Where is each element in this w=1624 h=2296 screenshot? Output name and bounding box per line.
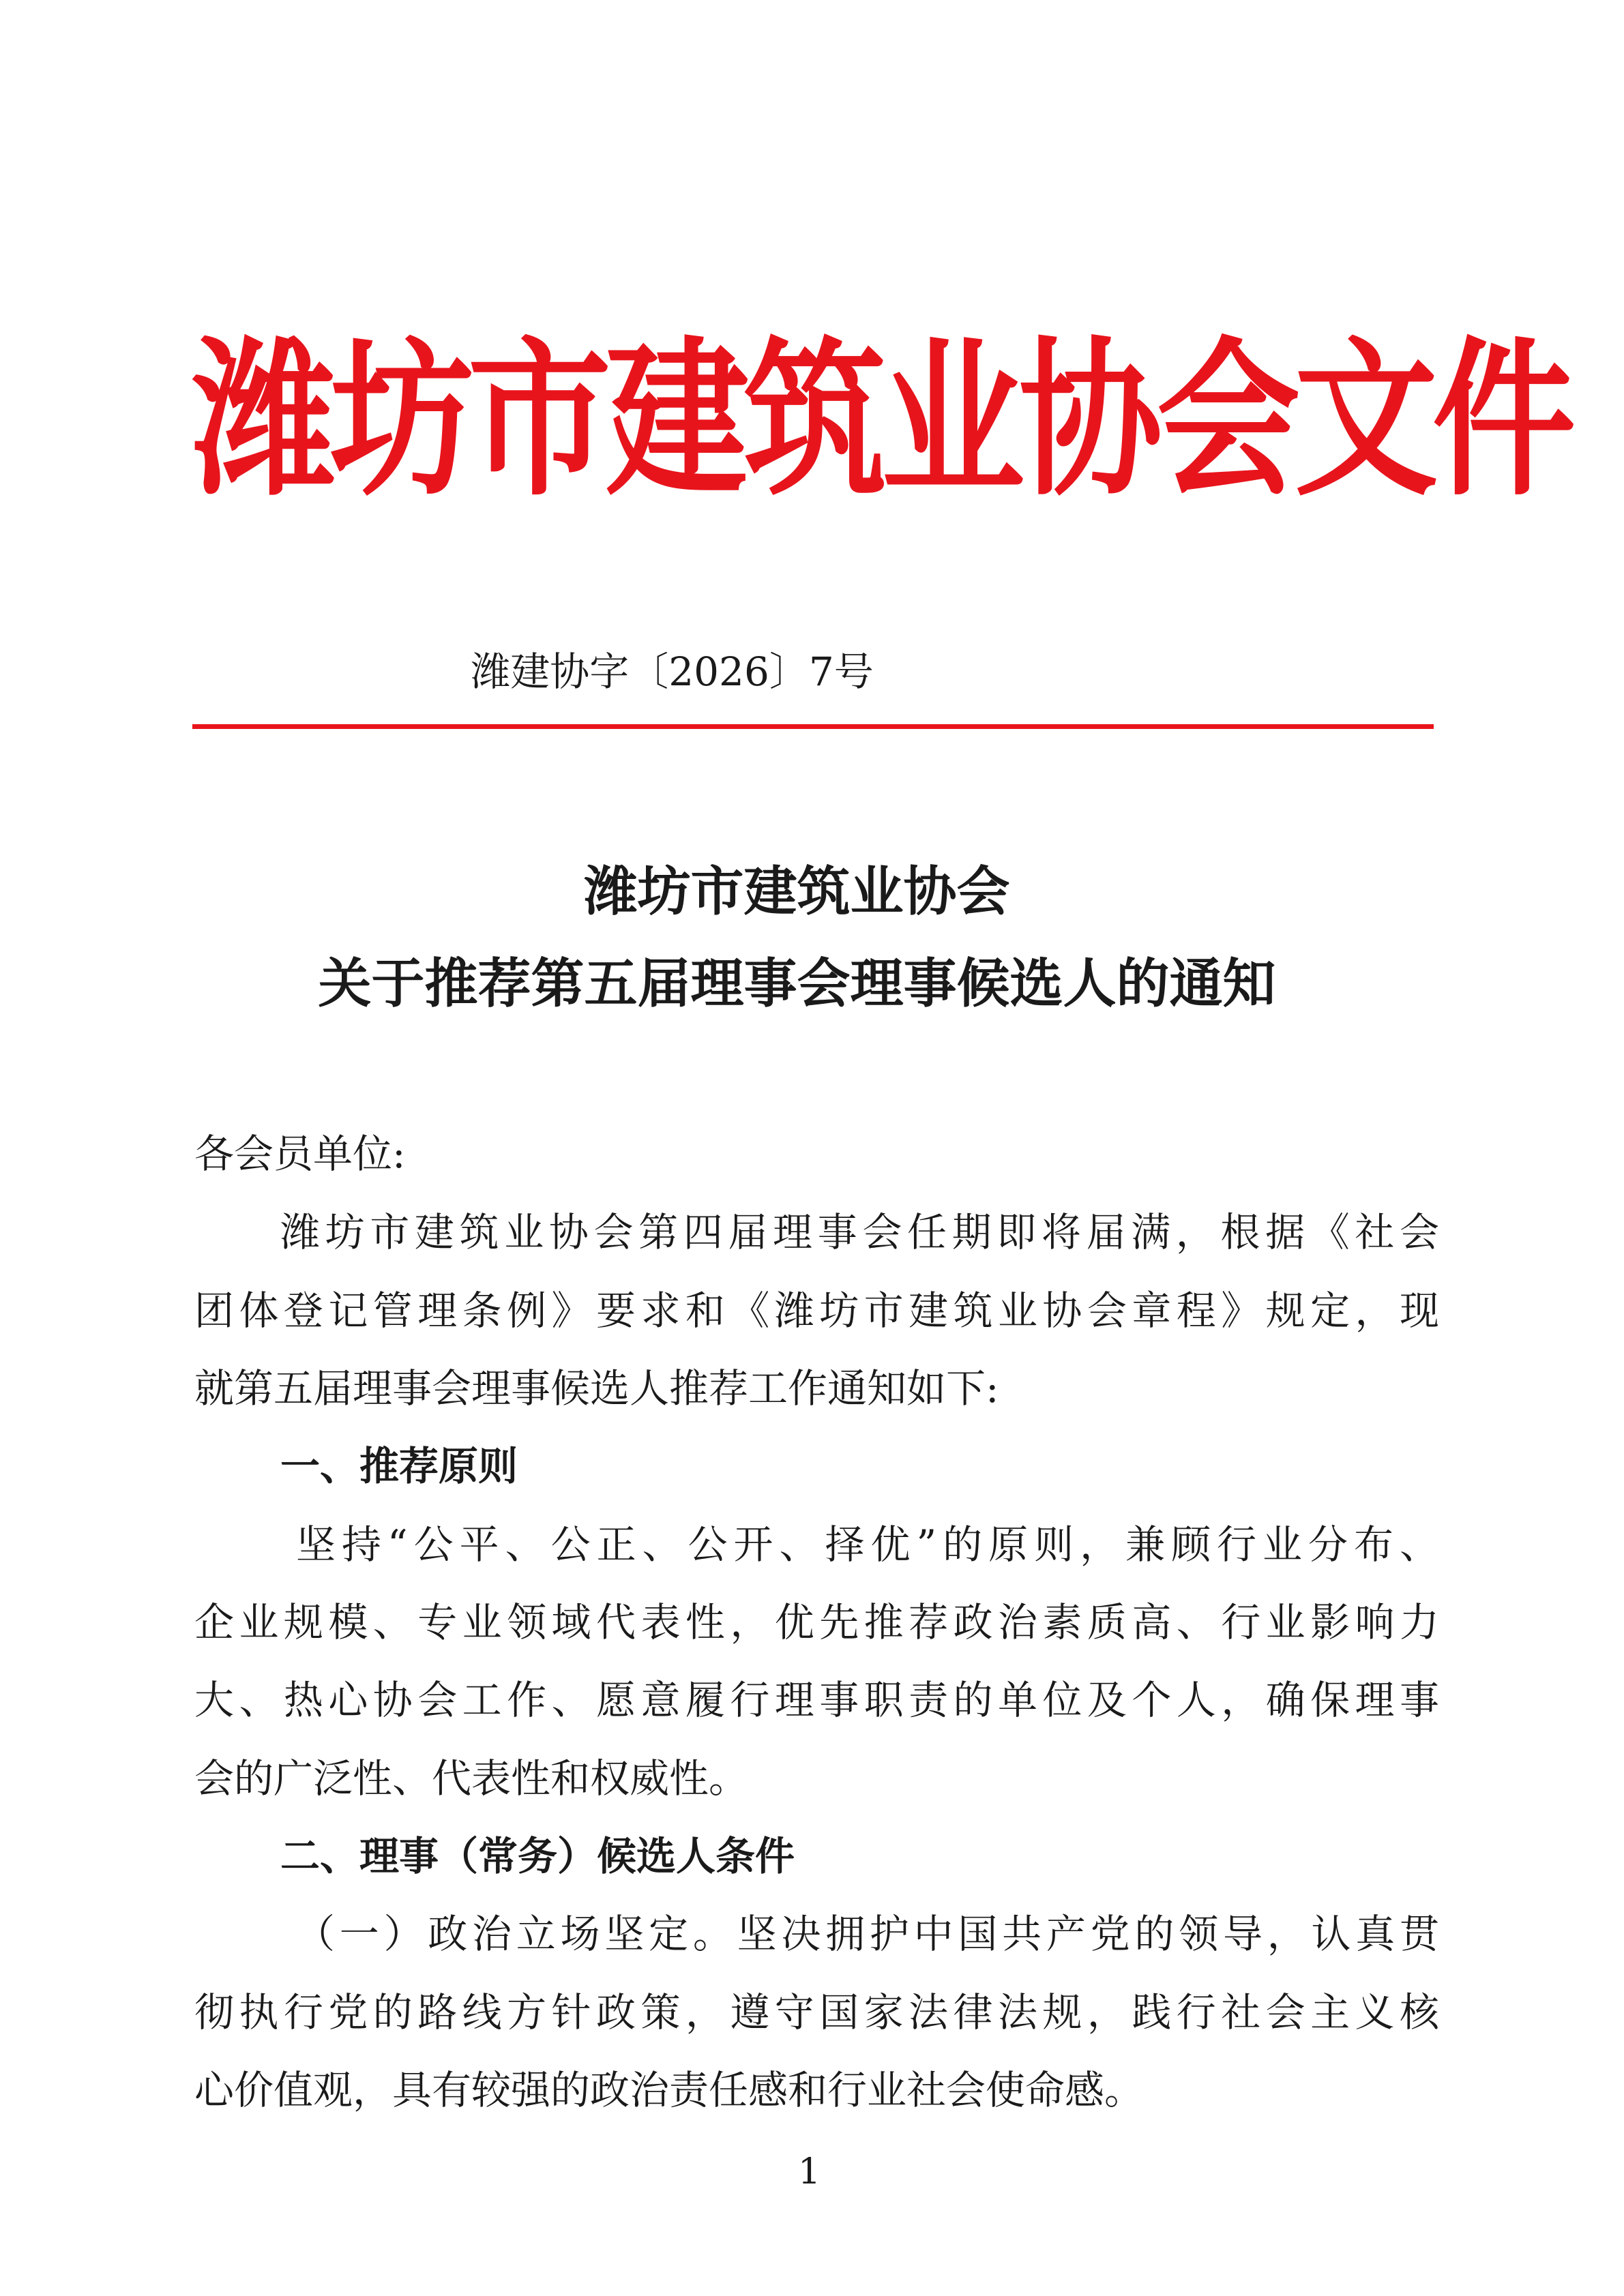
conditions-item-1-line-3: 心价值观，具有较强的政治责任感和行业社会使命感。: [194, 2067, 1145, 2113]
document-title-line-1: 潍坊市建筑业协会: [584, 861, 1010, 923]
organization-masthead: 潍坊市建筑业协会文件: [192, 321, 1571, 519]
document-number: 潍建协字〔2026〕7号: [471, 648, 874, 695]
intro-line-2: 团体登记管理条例》要求和《潍坊市建筑业协会章程》规定，现: [194, 1287, 1439, 1334]
page-number: 1: [797, 2151, 821, 2192]
salutation: 各会员单位:: [194, 1131, 406, 1177]
principles-line-4: 会的广泛性、代表性和权威性。: [194, 1755, 749, 1802]
section-heading-conditions: 二、理事（常务）候选人条件: [280, 1833, 795, 1879]
conditions-item-1-line-1: （一）政治立场坚定。坚决拥护中国共产党的领导，认真贯: [295, 1911, 1439, 1957]
principles-line-2: 企业规模、专业领域代表性，优先推荐政治素质高、行业影响力: [194, 1599, 1439, 1645]
intro-line-1: 潍坊市建筑业协会第四届理事会任期即将届满，根据《社会: [280, 1209, 1439, 1255]
intro-line-3: 就第五届理事会理事候选人推荐工作通知如下:: [194, 1365, 999, 1412]
document-title-line-2: 关于推荐第五届理事会理事候选人的通知: [318, 953, 1276, 1015]
conditions-item-1-line-2: 彻执行党的路线方针政策，遵守国家法律法规，践行社会主义核: [194, 1989, 1439, 2036]
principles-line-1: 坚持“公平、公正、公开、择优”的原则，兼顾行业分布、: [296, 1521, 1439, 1568]
red-divider-line: [192, 724, 1434, 729]
principles-line-3: 大、热心协会工作、愿意履行理事职责的单位及个人，确保理事: [194, 1677, 1439, 1723]
section-heading-principles: 一、推荐原则: [280, 1443, 518, 1489]
